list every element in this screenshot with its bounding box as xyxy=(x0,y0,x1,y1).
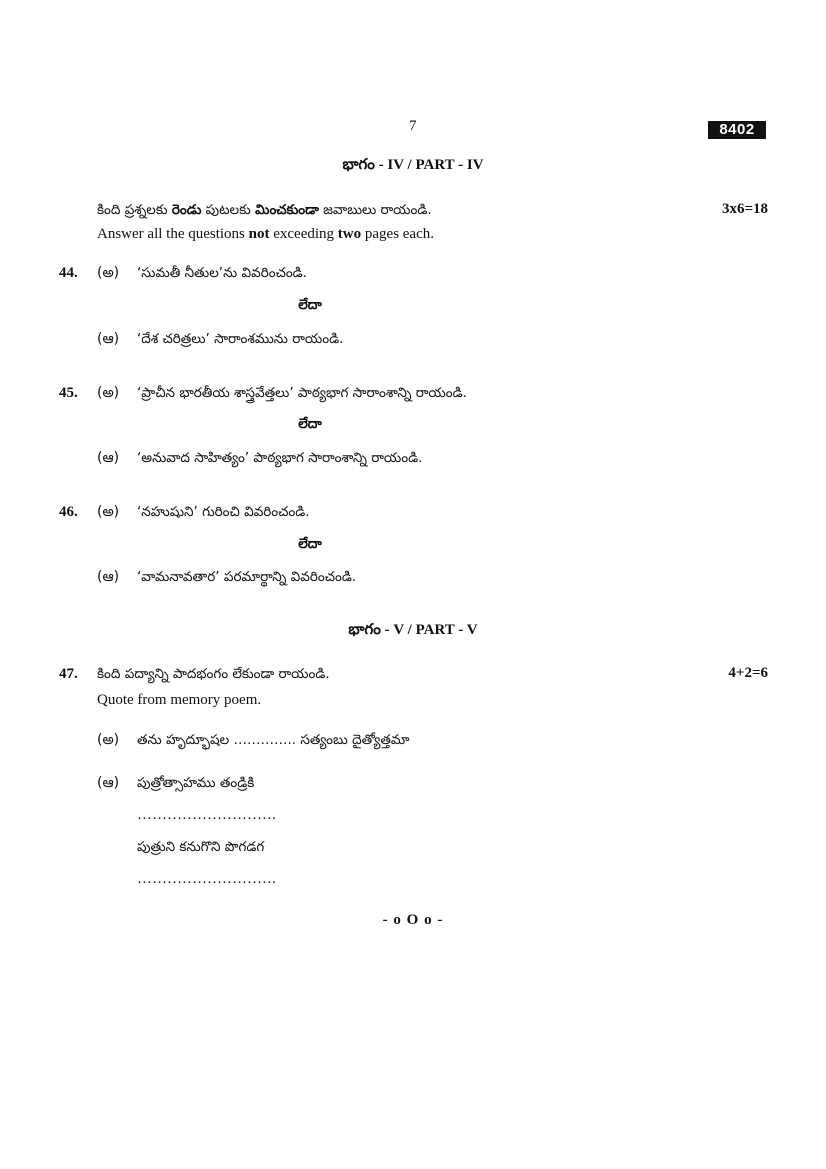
end-mark: - o O o - xyxy=(382,912,444,928)
question-text: ‘సుమతీ నీతుల’ను వివరించండి. xyxy=(137,265,307,281)
or-divider: లేదా xyxy=(298,416,322,432)
or-divider: లేదా xyxy=(298,536,322,552)
poem-blank: ………………………. xyxy=(137,871,276,887)
question-text: ‘అనువాద సాహిత్యం’ పాఠ్యభాగ సారాంశాన్ని రాయండి. xyxy=(137,450,423,466)
part-5-marks: 4+2=6 xyxy=(728,665,768,681)
question-number: 44. xyxy=(59,265,78,281)
poem-blank: ………………………. xyxy=(137,807,276,823)
part-4-instruction-en: Answer all the questions not exceeding two pages each. xyxy=(97,226,435,242)
paper-code-badge: 8402 xyxy=(708,121,766,139)
question-text: ‘దేశ చరిత్రలు’ సారాంశమును రాయండి. xyxy=(137,331,344,347)
option-label: (ఆ) xyxy=(97,450,120,466)
part-5-instruction-en: Quote from memory poem. xyxy=(97,692,262,708)
poem-line: పుత్రుని కనుగొని పొగడగ xyxy=(137,839,265,855)
page-number: 7 xyxy=(409,118,417,134)
question-text: ‘వామనావతార’ పరమార్థాన్ని వివరించండి. xyxy=(137,569,357,585)
part-4-marks: 3x6=18 xyxy=(721,201,768,217)
option-label: (ఆ) xyxy=(97,569,120,585)
option-label: (ఆ) xyxy=(97,775,120,791)
part-5-instruction-te: కింది పద్యాన్ని పాదభంగం లేకుండా రాయండి. xyxy=(97,666,330,682)
option-label: (ఆ) xyxy=(97,331,120,347)
poem-line: పుత్రోత్సాహము తండ్రికి xyxy=(137,775,255,791)
question-text: ‘నహుషుని’ గురించి వివరించండి. xyxy=(137,504,310,520)
part-5-heading: భాగం - V / PART - V xyxy=(348,622,478,638)
question-text: ‘ప్రాచీన భారతీయ శాస్త్రవేత్తలు’ పాఠ్యభాగ సారాంశాన్ని రాయండి. xyxy=(137,385,467,401)
option-label: (అ) xyxy=(97,732,120,748)
or-divider: లేదా xyxy=(298,297,322,313)
option-label: (అ) xyxy=(97,385,120,401)
part-4-heading: భాగం - IV / PART - IV xyxy=(342,157,484,173)
question-number: 45. xyxy=(59,385,78,401)
option-label: (అ) xyxy=(97,504,120,520)
part-4-instruction-te: కింది ప్రశ్నలకు రెండు పుటలకు మించకుండా జవాబులు రాయండి. xyxy=(97,202,432,218)
question-number: 47. xyxy=(59,666,78,682)
poem-line: తను హృద్భూషల ………….. సత్యంబు దైత్యోత్తమా xyxy=(137,732,410,748)
option-label: (అ) xyxy=(97,265,120,281)
question-number: 46. xyxy=(59,504,78,520)
